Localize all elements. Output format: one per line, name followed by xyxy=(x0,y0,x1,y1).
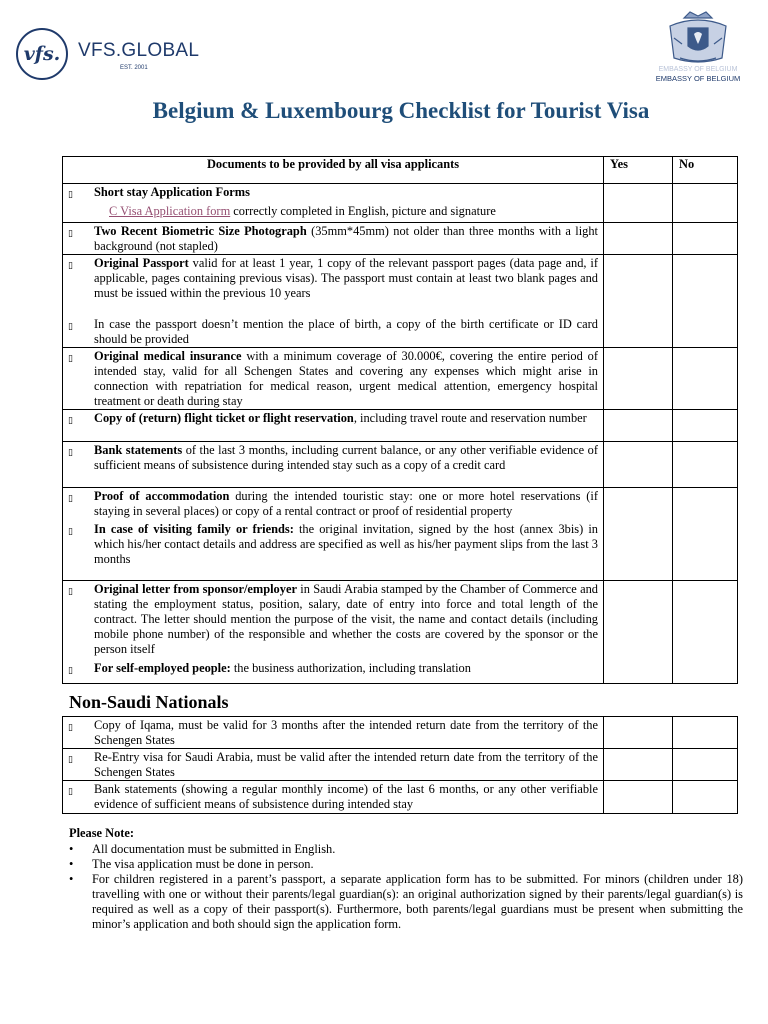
yes-cell[interactable] xyxy=(604,184,673,223)
item-text xyxy=(94,582,598,657)
item-title: Original Passport xyxy=(94,256,189,270)
table-row xyxy=(63,223,738,255)
yes-cell[interactable] xyxy=(604,255,673,348)
item-text xyxy=(94,224,598,254)
visa-application-form-link[interactable]: C Visa Application form xyxy=(109,204,231,218)
item-text xyxy=(94,256,598,301)
item-description: the original invitation, signed by the host (annex 3bis) in which his/her contact details and address are specified as well as his/her payment slips from the last 3 months xyxy=(94,522,598,566)
note-text: All documentation must be submitted in English. xyxy=(92,842,336,856)
item-title: Bank statements xyxy=(94,443,183,457)
item-title: Proof of accommodation xyxy=(94,489,230,503)
no-cell[interactable] xyxy=(673,410,738,442)
no-cell[interactable] xyxy=(673,781,738,814)
item-text xyxy=(94,411,598,429)
checkbox-icon[interactable]: ▯ xyxy=(68,416,73,426)
item-text xyxy=(94,317,598,347)
item-text: Copy of Iqama, must be valid for 3 months after the intended return date from the territory of the Schengen States xyxy=(94,718,598,747)
item-description: of the last 3 months, including current balance, or any other verifiable evidence of sufficient means of subsistence during intended stay such as a copy of a credit card xyxy=(94,443,598,472)
table-row xyxy=(63,581,738,684)
checkbox-icon[interactable]: ▯ xyxy=(68,448,73,458)
checkbox-icon[interactable]: ▯ xyxy=(68,229,73,239)
table-row xyxy=(63,488,738,581)
item-description: (35mm*45mm) not older than three months with a light background (not stapled) xyxy=(94,224,598,253)
checkbox-icon[interactable]: ▯ xyxy=(68,527,73,537)
checkbox-icon[interactable]: ▯ xyxy=(68,190,73,200)
no-cell[interactable] xyxy=(673,184,738,223)
document-cell xyxy=(63,749,604,781)
please-note-title: Please Note: xyxy=(69,826,135,840)
checklist-item xyxy=(63,488,603,519)
document-cell xyxy=(63,781,604,814)
document-cell xyxy=(63,488,604,581)
embassy-logo xyxy=(650,8,746,84)
item-description: valid for at least 1 year, 1 copy of the relevant passport pages (data page and, if applicable, pages containing previous visas). The passport must contain at least two blank pages and must be issued within the previous 10 years xyxy=(94,256,598,300)
item-title: In case of visiting family or friends: xyxy=(94,522,294,536)
item-title: For self-employed people: xyxy=(94,661,231,675)
table-row xyxy=(63,749,738,781)
checklist-item xyxy=(63,660,603,679)
yes-cell[interactable] xyxy=(604,781,673,814)
checkbox-icon[interactable]: ▯ xyxy=(68,755,73,765)
yes-cell[interactable] xyxy=(604,488,673,581)
note-text: For children registered in a parent’s passport, a separate application form has to be submitted. For minors (children under 18) travelling with one or without their parents/legal guardian(s): an original authorization signed by their parents/legal guardian(s) is required as well as a copy of their passport(s). Furthermore, both parents/legal guardians must be present when submitting the minor’s application and both should sign the application form. xyxy=(92,872,743,931)
table-row xyxy=(63,442,738,488)
table-row xyxy=(63,184,738,223)
item-title: Two Recent Biometric Size Photograph xyxy=(94,224,307,238)
bullet-icon: • xyxy=(69,857,74,871)
item-text xyxy=(94,349,598,409)
item-description: with a minimum coverage of 30.000€, covering the entire period of intended stay, valid for all Schengen States and covering any expenses which might arise in connection with repatriation for medical reason, urgent medical attention, emergency hospital treatment or death during stay xyxy=(94,349,598,408)
document-cell xyxy=(63,223,604,255)
checklist-item xyxy=(63,316,603,347)
non-saudi-heading: Non-Saudi Nationals xyxy=(69,692,229,712)
vfs-brand-name: VFS.GLOBAL xyxy=(78,40,200,61)
table-row xyxy=(63,717,738,749)
table-row xyxy=(63,348,738,410)
checklist-item xyxy=(63,348,603,409)
item-title: Short stay Application Forms xyxy=(94,185,250,199)
no-cell[interactable] xyxy=(673,488,738,581)
item-text: Re-Entry visa for Saudi Arabia, must be valid after the intended return date from the territory of the Schengen States xyxy=(94,750,598,779)
no-cell[interactable] xyxy=(673,255,738,348)
document-cell xyxy=(63,410,604,442)
no-cell[interactable] xyxy=(673,581,738,684)
documents-column-header: Documents to be provided by all visa applicants xyxy=(63,157,604,184)
item-description: during the intended touristic stay: one or more hotel reservations (if staying in several places) or copy of a rental contract or proof of residential property xyxy=(94,489,598,518)
checkbox-icon[interactable]: ▯ xyxy=(68,666,73,676)
yes-cell[interactable] xyxy=(604,348,673,410)
item-title: Original medical insurance xyxy=(94,349,242,363)
no-column-header: No xyxy=(673,157,738,184)
checklist-item xyxy=(63,781,603,812)
note-item xyxy=(69,857,743,872)
yes-cell[interactable] xyxy=(604,223,673,255)
checklist-table xyxy=(62,156,738,684)
note-text: The visa application must be done in person. xyxy=(92,857,314,871)
item-description: In case the passport doesn’t mention the place of birth, a copy of the birth certificate or ID card should be provided xyxy=(94,317,598,346)
vfs-global-logo xyxy=(16,28,200,84)
item-description: correctly completed in English, picture and signature xyxy=(230,204,496,218)
document-cell xyxy=(63,184,604,223)
item-text xyxy=(94,661,598,679)
item-description: , including travel route and reservation number xyxy=(353,411,587,425)
checklist-item xyxy=(63,255,603,301)
checkbox-icon[interactable]: ▯ xyxy=(68,587,73,597)
table-row xyxy=(63,410,738,442)
document-cell xyxy=(63,717,604,749)
yes-cell[interactable] xyxy=(604,581,673,684)
coat-of-arms-icon xyxy=(650,8,746,66)
yes-column-header: Yes xyxy=(604,157,673,184)
checkbox-icon[interactable]: ▯ xyxy=(68,322,73,332)
checkbox-icon[interactable]: ▯ xyxy=(68,494,73,504)
vfs-est-label: EST. 2001 xyxy=(120,65,148,71)
yes-cell[interactable] xyxy=(604,749,673,781)
yes-cell[interactable] xyxy=(604,410,673,442)
bullet-icon: • xyxy=(69,872,74,886)
yes-cell[interactable] xyxy=(604,717,673,749)
checklist-item xyxy=(63,184,603,203)
checklist-item xyxy=(63,521,603,567)
embassy-name: EMBASSY OF BELGIUM xyxy=(655,74,741,83)
no-cell[interactable] xyxy=(673,749,738,781)
checkbox-icon[interactable]: ▯ xyxy=(68,261,73,271)
no-cell[interactable] xyxy=(673,223,738,255)
table-row xyxy=(63,781,738,814)
bullet-icon: • xyxy=(69,842,74,856)
note-item xyxy=(69,842,743,857)
checklist-item xyxy=(63,749,603,780)
checklist-item xyxy=(63,203,603,222)
no-cell[interactable] xyxy=(673,348,738,410)
item-text xyxy=(94,522,598,567)
item-text xyxy=(94,489,598,519)
checkbox-icon[interactable]: ▯ xyxy=(68,723,73,733)
checklist-item xyxy=(63,442,603,473)
document-cell xyxy=(63,581,604,684)
checklist-item xyxy=(63,223,603,254)
item-title: Original letter from sponsor/employer xyxy=(94,582,297,596)
document-cell xyxy=(63,442,604,488)
checklist-item xyxy=(63,581,603,657)
note-list xyxy=(69,842,743,932)
item-text xyxy=(94,185,598,203)
non-saudi-table xyxy=(62,716,738,814)
no-cell[interactable] xyxy=(673,717,738,749)
item-title: Copy of (return) flight ticket or flight reservation xyxy=(94,411,354,425)
item-text xyxy=(94,443,598,473)
item-text: Bank statements (showing a regular monthly income) of the last 6 months, or any other verifiable evidence of sufficient means of subsistence during intended stay xyxy=(94,782,598,811)
checklist-item xyxy=(63,410,603,429)
please-note-section xyxy=(69,826,743,932)
item-description: the business authorization, including translation xyxy=(230,661,471,675)
checkbox-icon[interactable]: ▯ xyxy=(68,787,73,797)
document-cell xyxy=(63,348,604,410)
vfs-monogram: vfs. xyxy=(16,28,68,80)
embassy-name-faded: EMBASSY OF BELGIUM xyxy=(658,66,738,73)
page-title: Belgium & Luxembourg Checklist for Tourist Visa xyxy=(152,98,650,123)
no-cell[interactable] xyxy=(673,442,738,488)
yes-cell[interactable] xyxy=(604,442,673,488)
note-item xyxy=(69,872,743,932)
table-header-row xyxy=(63,157,738,184)
item-description: in Saudi Arabia stamped by the Chamber of Commerce and stating the employment status, position, salary, date of entry into force and total length of the contract. The letter should mention the purpose of the visit, the name and contact details (including mobile phone number) of the responsible and whether the costs are covered by the sponsor or the person itself xyxy=(94,582,598,656)
document-cell xyxy=(63,255,604,348)
table-row xyxy=(63,255,738,348)
checkbox-icon[interactable]: ▯ xyxy=(68,354,73,364)
checklist-item xyxy=(63,717,603,748)
item-text xyxy=(94,204,598,222)
